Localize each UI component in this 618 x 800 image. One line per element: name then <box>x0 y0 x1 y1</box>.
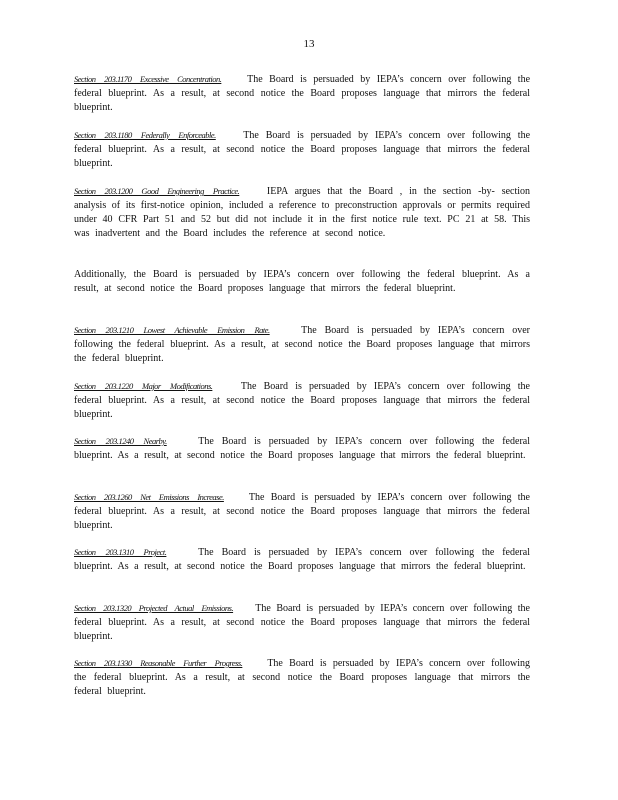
section-body: Additionally, the Board is persuaded by IEPA’s concern over following the federal blueprint. As a result, at second notice the Board proposes language that mirrors the federal blueprint. <box>74 269 530 294</box>
section-body: IEPA argues that the Board , in the section -by- section analysis of its first-notice opinion, included a reference to preconstruction approvals or permits required under 40 CFR Part 51 and 52 but did not include it in the first notice rule text. PC 21 at 58. This was inadvertent and the Board includes the reference at second notice. <box>74 186 531 239</box>
section-heading: Section 203.1330 Reasonable Further Progress. <box>74 658 243 668</box>
section-heading: Section 203.1180 Federally Enforceable. <box>74 130 216 140</box>
section-heading: Section 203.1310 Project. <box>74 547 167 557</box>
section-paragraph <box>74 490 530 533</box>
section-heading: Section 203.1240 Nearby. <box>74 436 167 446</box>
section-body: The Board is persuaded by IEPA’s concern over following the federal blueprint. As a result, at second notice the Board proposes language that mirrors the federal blueprint. <box>74 658 530 697</box>
section-heading: Section 203.1260 Net Emissions Increase. <box>74 492 224 502</box>
section-heading: Section 203.1200 Good Engineering Practice. <box>74 186 240 196</box>
section-body: The Board is persuaded by IEPA’s concern over following the federal blueprint. As a result, at second notice the Board proposes language that mirrors the federal blueprint. <box>74 547 530 572</box>
continuation-paragraph <box>74 268 530 296</box>
section-body: The Board is persuaded by IEPA’s concern over following the federal blueprint. As a result, at second notice the Board proposes language that mirrors the federal blueprint. <box>74 492 530 531</box>
section-paragraph <box>74 72 530 115</box>
section-heading: Section 203.1210 Lowest Achievable Emission Rate. <box>74 325 270 335</box>
section-paragraph <box>74 323 530 366</box>
section-heading: Section 203.1170 Excessive Concentration. <box>74 74 222 84</box>
section-heading: Section 203.1320 Projected Actual Emissions. <box>74 603 234 613</box>
section-body: The Board is persuaded by IEPA’s concern over following the federal blueprint. As a result, at second notice the Board proposes language that mirrors the federal blueprint. <box>74 130 531 169</box>
section-heading: Section 203.1220 Major Modifications. <box>74 381 213 391</box>
section-paragraph <box>74 379 530 422</box>
section-body: The Board is persuaded by IEPA’s concern over following the federal blueprint. As a result, at second notice the Board proposes language that mirrors the federal blueprint. <box>74 325 530 364</box>
section-paragraph <box>74 128 530 171</box>
section-body: The Board is persuaded by IEPA’s concern over following the federal blueprint. As a result, at second notice the Board proposes language that mirrors the federal blueprint. <box>74 603 530 642</box>
section-paragraph <box>74 545 530 574</box>
section-paragraph <box>74 434 530 463</box>
page-number: 13 <box>303 38 315 50</box>
section-body: The Board is persuaded by IEPA’s concern over following the federal blueprint. As a result, at second notice the Board proposes language that mirrors the federal blueprint. <box>74 381 530 420</box>
section-paragraph <box>74 656 530 699</box>
section-body: The Board is persuaded by IEPA’s concern over following the federal blueprint. As a result, at second notice the Board proposes language that mirrors the federal blueprint. <box>74 436 530 461</box>
section-paragraph <box>74 601 530 644</box>
section-paragraph <box>74 184 530 241</box>
section-body: The Board is persuaded by IEPA’s concern over following the federal blueprint. As a result, at second notice the Board proposes language that mirrors the federal blueprint. <box>74 74 531 113</box>
